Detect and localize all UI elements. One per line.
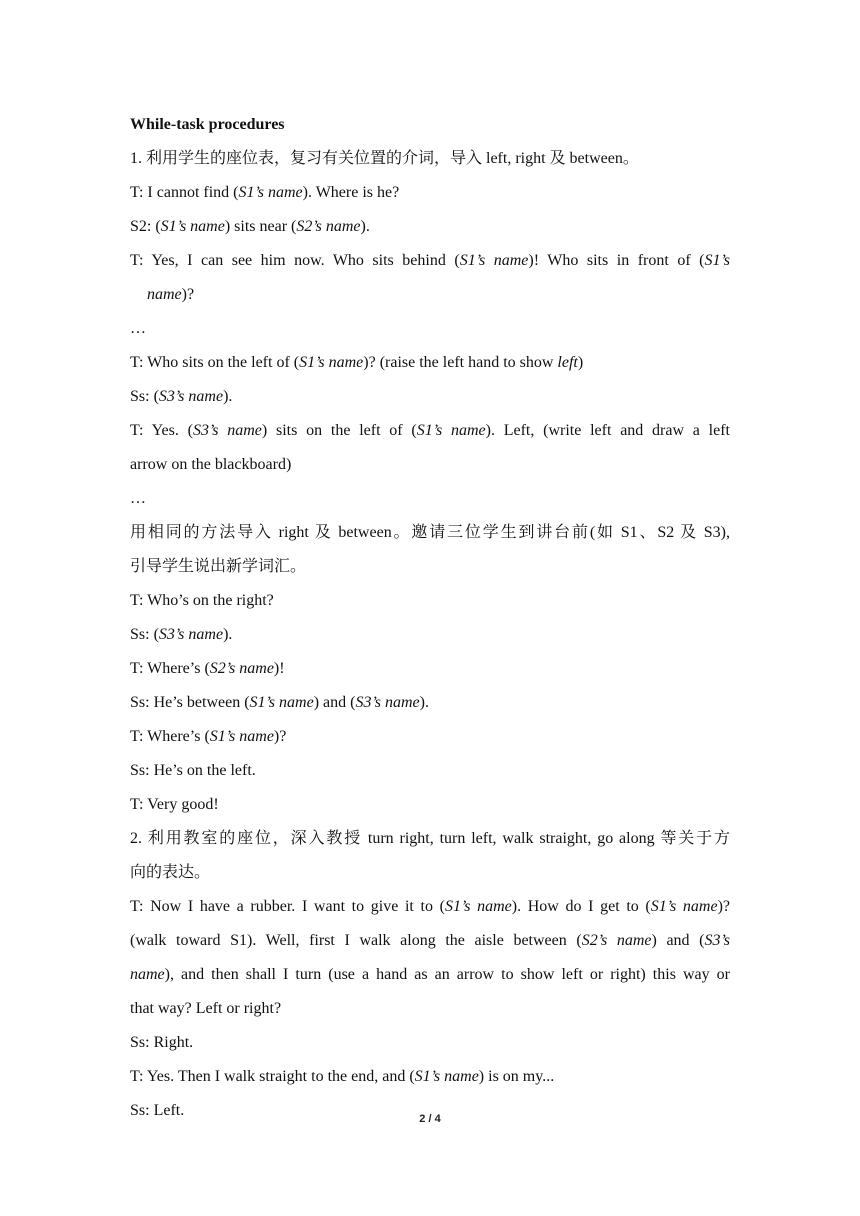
instruction-line: 用相同的方法导入 right 及 between。邀请三位学生到讲台前(如 S1、S2 及 S3),: [130, 524, 730, 541]
dialogue-line-continued: that way? Left or right?: [130, 1000, 282, 1017]
dialogue-line: T: Who sits on the left of (S1’s name)? (raise the left hand to show left): [130, 354, 584, 371]
dialogue-line: Ss: He’s between (S1’s name) and (S3’s name).: [130, 694, 429, 711]
dialogue-line: (walk toward S1). Well, first I walk along the aisle between (S2’s name) and (S3’s: [130, 932, 730, 949]
page-number: 2 / 4: [419, 1113, 441, 1125]
step-1-instruction: 1. 利用学生的座位表，复习有关位置的介词，导入 left, right 及 between。: [130, 150, 639, 167]
dialogue-line: T: Yes, I can see him now. Who sits behind (S1’s name)! Who sits in front of (S1’s: [130, 252, 730, 269]
dialogue-line: T: Yes. (S3’s name) sits on the left of (S1’s name). Left, (write left and draw a left: [130, 422, 730, 439]
ellipsis: …: [130, 490, 146, 507]
dialogue-line: Ss: He’s on the left.: [130, 762, 256, 779]
dialogue-line-continued: name)?: [147, 286, 195, 303]
dialogue-line: T: Who’s on the right?: [130, 592, 274, 609]
ellipsis: …: [130, 320, 146, 337]
dialogue-line: T: Where’s (S2’s name)!: [130, 660, 285, 677]
dialogue-line: T: I cannot find (S1’s name). Where is he?: [130, 184, 400, 201]
dialogue-line: S2: (S1’s name) sits near (S2’s name).: [130, 218, 370, 235]
dialogue-line: Ss: Right.: [130, 1034, 194, 1051]
document-body: [130, 108, 730, 1128]
dialogue-line-continued: arrow on the blackboard): [130, 456, 292, 473]
dialogue-line: T: Where’s (S1’s name)?: [130, 728, 287, 745]
step-2-instruction-continued: 向的表达。: [130, 864, 211, 881]
instruction-line-continued: 引导学生说出新学词汇。: [130, 558, 307, 575]
dialogue-line-continued: name), and then shall I turn (use a hand as an arrow to show left or right) this way or: [130, 966, 730, 983]
dialogue-line: Ss: (S3’s name).: [130, 388, 233, 405]
dialogue-line: T: Yes. Then I walk straight to the end, and (S1’s name) is on my...: [130, 1068, 555, 1085]
dialogue-line: Ss: (S3’s name).: [130, 626, 233, 643]
dialogue-line: T: Now I have a rubber. I want to give it to (S1’s name). How do I get to (S1’s name)?: [130, 898, 730, 915]
dialogue-line: T: Very good!: [130, 796, 219, 813]
dialogue-line: Ss: Left.: [130, 1102, 185, 1119]
step-2-instruction: 2. 利用教室的座位，深入教授 turn right, turn left, walk straight, go along 等关于方: [130, 830, 730, 847]
section-heading: While-task procedures: [130, 116, 285, 133]
